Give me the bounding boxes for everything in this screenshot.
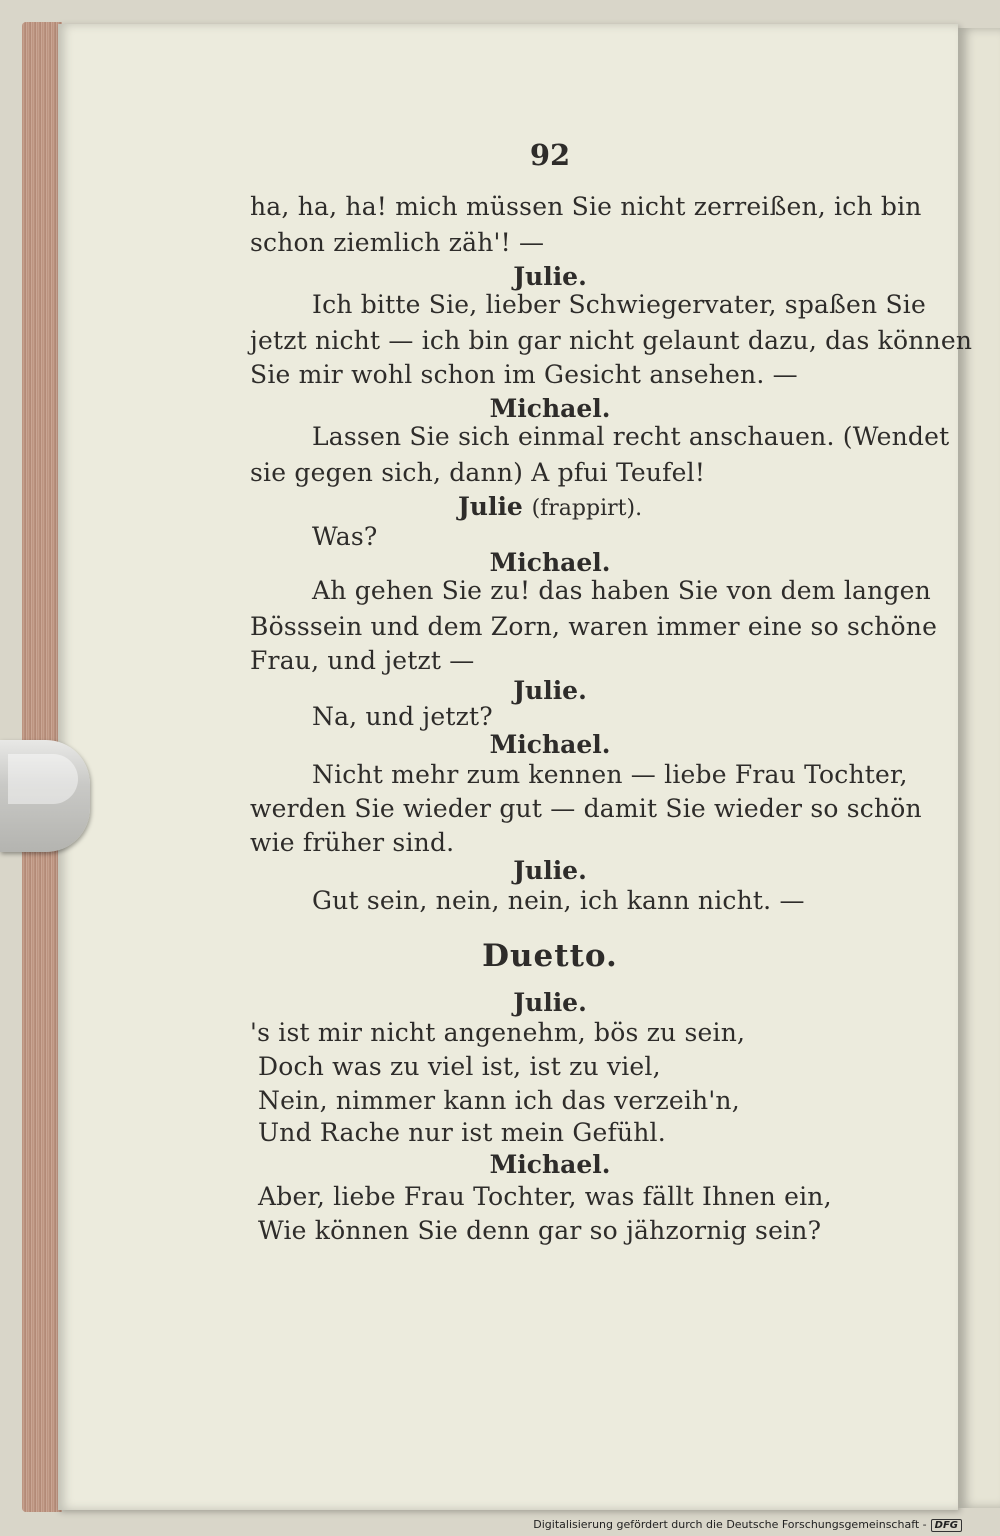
dfg-logo-icon: DFG bbox=[931, 1519, 962, 1532]
speaker-name: Julie. bbox=[513, 856, 587, 885]
verse-line: Und Rache nur ist mein Gefühl. bbox=[258, 1118, 666, 1147]
section-heading: Duetto. bbox=[482, 938, 618, 974]
verse-line: Nein, nimmer kann ich das verzeih'n, bbox=[258, 1086, 740, 1115]
text-line: Na, und jetzt? bbox=[312, 702, 493, 731]
stage-direction: (frappirt). bbox=[531, 496, 643, 521]
speaker-name: Michael. bbox=[489, 548, 611, 577]
text-line: Sie mir wohl schon im Gesicht ansehen. — bbox=[250, 360, 798, 389]
speaker-name: Julie. bbox=[513, 988, 587, 1017]
speaker-label: Julie bbox=[457, 492, 523, 521]
speaker-name: Michael. bbox=[489, 394, 611, 423]
speaker-name: Julie. bbox=[513, 262, 587, 291]
speaker-name bbox=[250, 492, 850, 521]
verse-line: 's ist mir nicht angenehm, bös zu sein, bbox=[250, 1018, 746, 1047]
text-line: Lassen Sie sich einmal recht anschauen. (Wendet bbox=[312, 422, 950, 451]
text-line: jetzt nicht — ich bin gar nicht gelaunt dazu, das können bbox=[250, 326, 973, 355]
verse-line: Wie können Sie denn gar so jähzornig sein? bbox=[258, 1216, 822, 1245]
text-line: Ah gehen Sie zu! das haben Sie von dem langen bbox=[312, 576, 931, 605]
page-number: 92 bbox=[529, 138, 571, 172]
speaker-name: Michael. bbox=[489, 730, 611, 759]
footer-text: Digitalisierung gefördert durch die Deutsche Forschungsgemeinschaft - bbox=[533, 1518, 927, 1531]
text-line: Gut sein, nein, nein, ich kann nicht. — bbox=[312, 886, 805, 915]
digitization-footer bbox=[533, 1518, 962, 1532]
text-line: Was? bbox=[312, 522, 378, 551]
verse-line: Doch was zu viel ist, ist zu viel, bbox=[258, 1052, 661, 1081]
text-line: Bösssein und dem Zorn, waren immer eine so schöne bbox=[250, 612, 938, 641]
verse-line: Aber, liebe Frau Tochter, was fällt Ihnen ein, bbox=[258, 1182, 832, 1211]
text-line: wie früher sind. bbox=[250, 828, 455, 857]
speaker-name: Julie. bbox=[513, 676, 587, 705]
text-line: schon ziemlich zäh'! — bbox=[250, 228, 545, 257]
speaker-name: Michael. bbox=[489, 1150, 611, 1179]
text-line: Ich bitte Sie, lieber Schwiegervater, spaßen Sie bbox=[312, 290, 926, 319]
text-line: werden Sie wieder gut — damit Sie wieder so schön bbox=[250, 794, 922, 823]
text-line: Frau, und jetzt — bbox=[250, 646, 475, 675]
text-line: Nicht mehr zum kennen — liebe Frau Tochter, bbox=[312, 760, 908, 789]
text-line: ha, ha, ha! mich müssen Sie nicht zerreißen, ich bin bbox=[250, 192, 922, 221]
text-line: sie gegen sich, dann) A pfui Teufel! bbox=[250, 458, 706, 487]
